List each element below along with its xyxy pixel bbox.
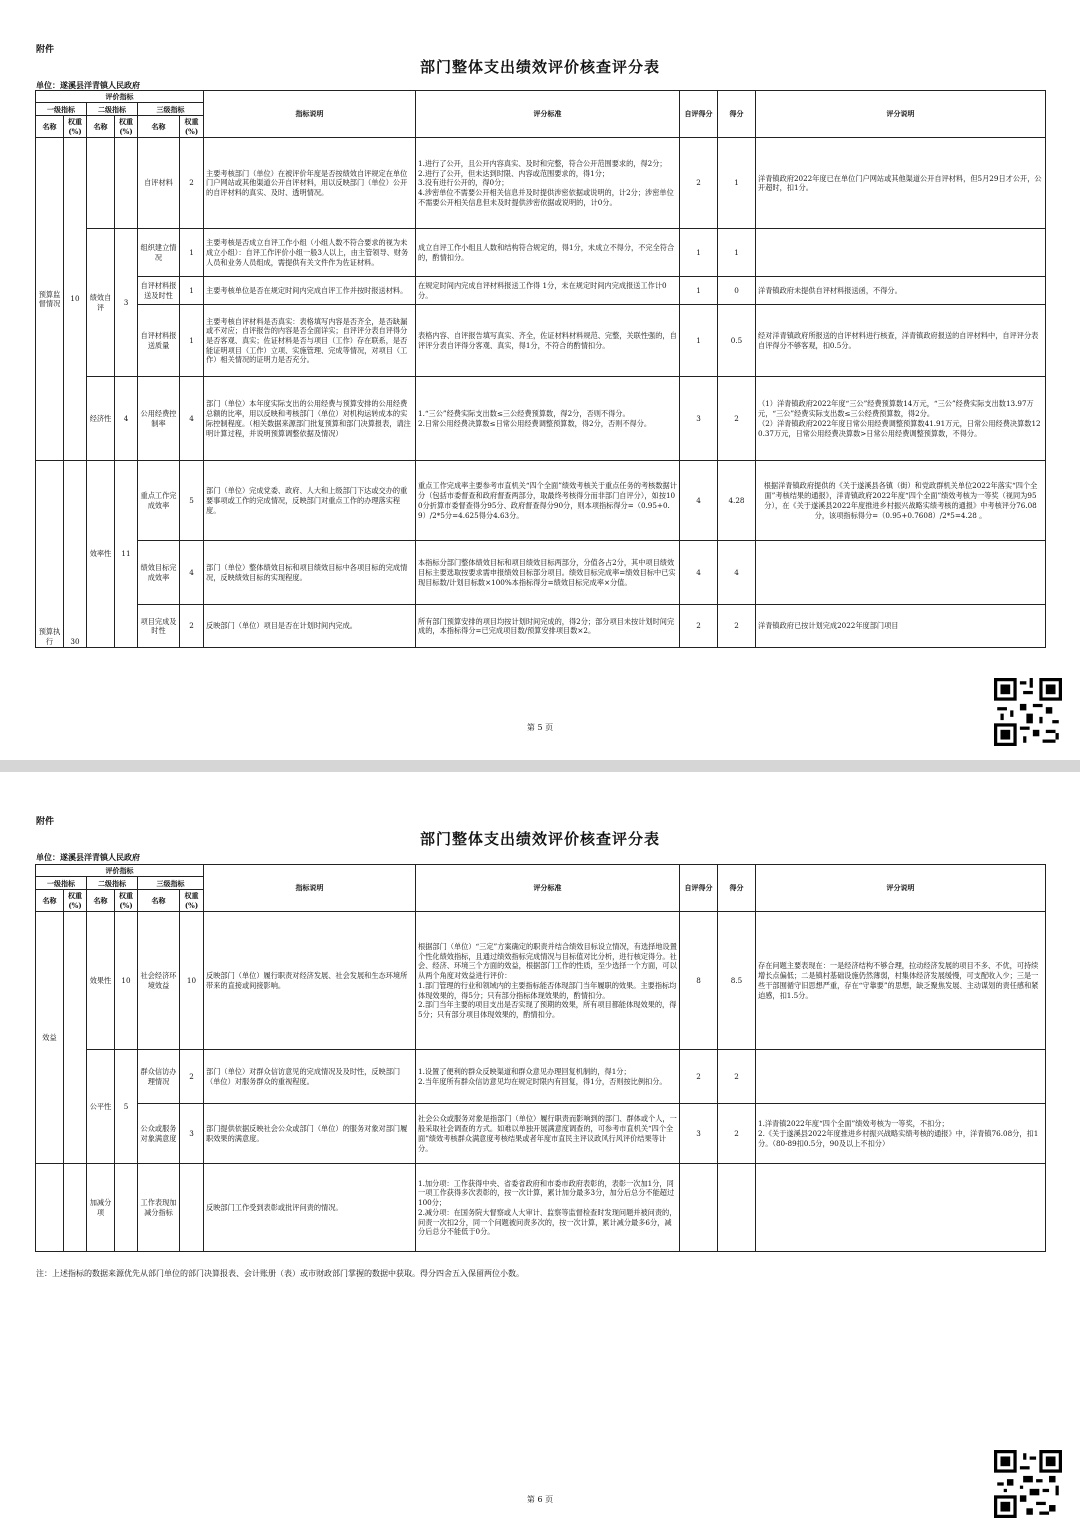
header-lvl2: 二级指标 (87, 877, 138, 890)
self-score: 4 (680, 461, 718, 541)
indicator-desc: 反映部门（单位）项目是否在计划时间内完成。 (204, 605, 416, 648)
self-score: 3 (680, 377, 718, 461)
score-note (756, 1164, 1046, 1252)
page-number: 第 6 页 (526, 1495, 554, 1504)
indicator-desc: 反映部门工作受到表彰或批评问责的情况。 (204, 1164, 416, 1252)
l1-name: 预算执行 (36, 461, 64, 648)
score-table (35, 864, 1046, 1252)
header-name: 名称 (87, 890, 115, 912)
header-group: 评价指标 (36, 865, 204, 877)
table-row (36, 377, 1046, 461)
l3-weight: 4 (180, 541, 204, 605)
l3-name: 项目完成及时性 (138, 605, 180, 648)
l3-weight: 1 (180, 229, 204, 277)
l1-weight: 30 (64, 461, 87, 648)
scoring-standard: 在规定时间内完成自评材料报送工作得 1分，未在规定时间内完成报送工作计0分。 (416, 277, 680, 305)
scoring-standard: 重点工作完成率主要参考市直机关“四个全面”绩效考核关于重点任务的考核数据计分（包括市委督查和政府督查两部分，取最终考核得分而非部门自评分），如按100分折算市委督查得分95分、政府督查得分90分，则本项指标得分=（0.95+0.9）/2*5分=4.625得分4.63分。 (416, 461, 680, 541)
table-row (36, 229, 1046, 277)
table-row (36, 461, 1046, 541)
scoring-standard: 1.“三公”经费实际支出数≤三公经费预算数，得2分，否则不得分。 2.日常公用经费决算数≤日常公用经费调整预算数，得2分，否则不得分。 (416, 377, 680, 461)
footnote: 注：上述指标的数据来源优先从部门单位的部门决算报表、会计账册（表）或市财政部门掌握的数据中获取。得分四舍五入保留两位小数。 (36, 1269, 524, 1278)
attachment-label: 附件 (36, 45, 55, 55)
score: 8.5 (718, 912, 756, 1050)
score: 2 (718, 605, 756, 648)
header-weight: 权重(%) (64, 890, 87, 912)
l3-weight: 1 (180, 305, 204, 377)
page-title: 部门整体支出绩效评价核查评分表 (419, 830, 660, 848)
attachment-label: 附件 (36, 817, 55, 827)
scoring-standard: 社会公众或服务对象是指部门（单位）履行职责而影响到的部门、群体或个人，一般采取社会调查的方式。如难以单独开展满意度调查的，可参考市直机关“四个全面”绩效考核群众满意度考核结果或者年度市直民主评议政风行风评价结果等计分。 (416, 1104, 680, 1164)
header-name: 名称 (138, 890, 180, 912)
score (718, 1164, 756, 1252)
self-score (680, 1164, 718, 1252)
score: 4.28 (718, 461, 756, 541)
scoring-standard: 1.设置了便利的群众反映渠道和群众意见办理回复机制的，得1分； 2.当年度所有群众信访意见均在规定时限内有回复，得1分，否则按比例扣分。 (416, 1050, 680, 1104)
self-score: 1 (680, 277, 718, 305)
page-6 (0, 772, 1080, 1534)
table-row (36, 541, 1046, 605)
table-row (36, 305, 1046, 377)
indicator-desc: 部门（单位）整体绩效目标和项目绩效目标中各项目标的完成情况，反映绩效目标的实现程度。 (204, 541, 416, 605)
indicator-desc: 主要考核是否成立自评工作小组（小组人数不符合要求的视为未成立小组）：自评工作评价小组一般3人以上，由主管领导、财务人员和业务人员组成，需提供有关文件作为佐证材料。 (204, 229, 416, 277)
l3-weight: 10 (180, 912, 204, 1050)
score: 1 (718, 229, 756, 277)
l3-weight: 1 (180, 277, 204, 305)
score-note: 洋青镇政府未提供自评材料报送函，不得分。 (756, 277, 1046, 305)
l3-name: 公众或服务对象满意度 (138, 1104, 180, 1164)
header-group: 评价指标 (36, 91, 204, 103)
l3-weight: 3 (180, 1104, 204, 1164)
score-note: （1）洋青镇政府2022年度“三公”经费预算数14万元，“三公”经费实际支出数13.97万元，“三公”经费实际支出数≤三公经费预算数，得2分。 （2）洋青镇政府2022年度日常公用经费调整预算数41.91万元，日常公用经费决算数120.37万元，日常公用经费决算数>日常公用经费调整预算数，不得分。 (756, 377, 1046, 461)
l1-weight: 10 (64, 138, 87, 461)
score: 0 (718, 277, 756, 305)
header-self: 自评得分 (680, 91, 718, 138)
score-note: 存在问题主要表现在：一是经济结构不够合理，拉动经济发展的项目不多、不优，可持续增长点偏低；二是镇村基础设施仍然薄弱，村集体经济发展缓慢，可支配收入少；三是一些干部囿循守旧思想严重，存在“守靠要”的思想，缺乏聚焦发展、主动谋划的责任感和紧迫感，扣1.5分。 (756, 912, 1046, 1050)
header-weight: 权重(%) (115, 116, 138, 138)
table-row (36, 1050, 1046, 1104)
l2-weight: 3 (115, 229, 138, 377)
l3-weight: 5 (180, 461, 204, 541)
l2-name: 公平性 (87, 1050, 115, 1164)
header-desc: 指标说明 (204, 865, 416, 912)
header-name: 名称 (36, 116, 64, 138)
l3-name: 自评材料报送质量 (138, 305, 180, 377)
l2-name: 效果性 (87, 912, 115, 1050)
indicator-desc: 部门（单位）完成党委、政府、人大和上级部门下达或交办的重要事项或工作的完成情况，反映部门对重点工作的办理落实程度。 (204, 461, 416, 541)
table-row (36, 605, 1046, 648)
score-note: 1.洋青镇2022年度“四个全面”绩效考核为一等奖，不扣分； 2.《关于遂溪县2022年度推进乡村振兴战略实绩考核的通报》中，洋青镇76.08分，扣1分。（80-89扣0.5分，90及以上不扣分） (756, 1104, 1046, 1164)
header-weight: 权重(%) (64, 116, 87, 138)
l3-name: 自评材料报送及时性 (138, 277, 180, 305)
header-name: 名称 (138, 116, 180, 138)
score-note (756, 541, 1046, 605)
header-weight: 权重(%) (180, 890, 204, 912)
qr-code-icon (994, 678, 1062, 746)
indicator-desc: 部门提供依据反映社会公众或部门（单位）的服务对象对部门履职效果的满意度。 (204, 1104, 416, 1164)
self-score: 1 (680, 229, 718, 277)
self-score: 3 (680, 1104, 718, 1164)
indicator-desc: 主要考核部门（单位）在被评价年度是否按绩效自评规定在单位门户网站或其他渠道公开自评材料，用以反映部门（单位）公开的自评材料的真实、及时、透明情况。 (204, 138, 416, 229)
l3-name: 公用经费控制率 (138, 377, 180, 461)
header-weight: 权重(%) (180, 116, 204, 138)
l3-weight: 2 (180, 138, 204, 229)
l2-name: 经济性 (87, 377, 115, 461)
header-std: 评分标准 (416, 91, 680, 138)
l2-weight: 5 (115, 1050, 138, 1164)
self-score: 4 (680, 541, 718, 605)
l2-weight: 10 (115, 912, 138, 1050)
header-name: 名称 (36, 890, 64, 912)
score: 4 (718, 541, 756, 605)
header-name: 名称 (87, 116, 115, 138)
l3-name: 组织建立情况 (138, 229, 180, 277)
l3-weight: 4 (180, 377, 204, 461)
scoring-standard: 所有部门预算安排的项目均按计划时间完成的，得2分；部分项目未按计划时间完成的，本指标得分=已完成项目数/预算安排项目数×2。 (416, 605, 680, 648)
header-lvl3: 三级指标 (138, 877, 204, 890)
l3-name: 自评材料 (138, 138, 180, 229)
self-score: 2 (680, 605, 718, 648)
header-weight: 权重(%) (115, 890, 138, 912)
header-lvl1: 一级指标 (36, 877, 87, 890)
table-row (36, 1104, 1046, 1164)
l3-name: 重点工作完成效率 (138, 461, 180, 541)
l2-name: 效率性 (87, 461, 115, 648)
scoring-standard: 表格内容、自评报告填写真实、齐全，佐证材料材料规范、完整，关联性强的，自评评分表自评得分客观、真实，得1分，不符合的酌情扣分。 (416, 305, 680, 377)
score-note: 洋青镇政府已按计划完成2022年度部门项目 (756, 605, 1046, 648)
l1-name: 预算监督情况 (36, 138, 64, 461)
scoring-standard: 1.进行了公开，且公开内容真实、及时和完整，符合公开范围要求的，得2分； 2.进行了公开，但未达到时限、内容或范围要求的，得1分； 3.没有进行公开的，得0分； 4.涉密单位不需要公开相关信息并及时提供涉密依据或说明的，计2分；涉密单位不需要公开相关信息但未及时提供涉密依据或说明的，计0分。 (416, 138, 680, 229)
l2-weight: 11 (115, 461, 138, 648)
l1-name: 效益 (36, 912, 64, 1164)
scoring-standard: 1.加分项：工作获得中央、省委省政府和市委市政府表彰的，表彰一次加1分，同一项工作获得多次表彰的，按一次计算，累计加分最多3分，加分后总分不能超过100分； 2.减分项：在国务院大督察或人大审计、监察等监督检查时发现问题并被问责的，问责一次扣2分，同一个问题被问责多次的，按一次计算，累计减分最多6分，减分后总分不能低于0分。 (416, 1164, 680, 1252)
score-note: 经对洋青镇政府所报送的自评材料进行核查，洋青镇政府报送的自评材料中，自评评分表自评得分不够客观，扣0.5分。 (756, 305, 1046, 377)
table-row (36, 1164, 1046, 1252)
page-separator (0, 760, 1080, 772)
l3-weight: 2 (180, 605, 204, 648)
score: 0.5 (718, 305, 756, 377)
page-5 (0, 0, 1080, 760)
header-lvl1: 一级指标 (36, 103, 87, 116)
header-desc: 指标说明 (204, 91, 416, 138)
indicator-desc: 反映部门（单位）履行职责对经济发展、社会发展和生态环境所带来的直接或间接影响。 (204, 912, 416, 1050)
score-note: 洋青镇政府2022年度已在单位门户网站或其他渠道公开自评材料，但5月29日才公开，公开超时，扣1分。 (756, 138, 1046, 229)
unit-label: 单位：遂溪县洋青镇人民政府 (36, 80, 140, 90)
unit-label: 单位：遂溪县洋青镇人民政府 (36, 852, 140, 862)
header-note: 评分说明 (756, 91, 1046, 138)
score-note: 根据洋青镇政府提供的《关于遂溪县各镇（街）和党政群机关单位2022年落实“四个全面”考核结果的通报》，洋青镇政府2022年度“四个全面”绩效考核为一等奖（视同为95分），在《关于遂溪县2022年度推进乡村振兴战略实绩考核的通报》中考核评分76.08分，该项指标得分=（0.95+0.7608）/2*5=4.28 。 (756, 461, 1046, 541)
l2-weight: 4 (115, 377, 138, 461)
header-score: 得分 (718, 865, 756, 912)
header-std: 评分标准 (416, 865, 680, 912)
table-row (36, 912, 1046, 1050)
indicator-desc: 主要考核自评材料是否真实：表格填写内容是否齐全，是否缺漏或不对应；自评报告的内容是否全面详实；自评评分表自评得分是否客观、真实；佐证材料是否与项目（工作）存在联系，是否能证明项目（工作）立项、实施管理、完成等情况，对项目（工作）相关情况的证明力是否充分。 (204, 305, 416, 377)
indicator-desc: 部门（单位）本年度实际支出的公用经费与预算安排的公用经费总额的比率，用以反映和考核部门（单位）对机构运转成本的实际控制程度。（相关数据来源部门批复预算和部门决算报表，请注明计算过程，并说明预算调整依据及情况） (204, 377, 416, 461)
l3-weight: 2 (180, 1050, 204, 1104)
scoring-standard: 本指标分部门整体绩效目标和项目绩效目标两部分，分值各占2分，其中项目绩效目标主要选取按要求需申报绩效目标部分项目。绩效目标完成率=绩效目标中已实现目标数/计划目标数×100%本指标得分=绩效目标完成率×分值。 (416, 541, 680, 605)
score-table (35, 90, 1046, 648)
page-title: 部门整体支出绩效评价核查评分表 (419, 58, 660, 76)
header-lvl2: 二级指标 (87, 103, 138, 116)
score: 2 (718, 1104, 756, 1164)
indicator-desc: 部门（单位）对群众信访意见的完成情况及及时性，反映部门（单位）对服务群众的重视程度。 (204, 1050, 416, 1104)
qr-code-icon (994, 1450, 1062, 1518)
l2-name: 绩效自评 (87, 229, 115, 377)
l3-name: 工作表现加减分指标 (138, 1164, 180, 1252)
table-row (36, 138, 1046, 229)
header-note: 评分说明 (756, 865, 1046, 912)
score: 2 (718, 377, 756, 461)
table-row (36, 277, 1046, 305)
score: 1 (718, 138, 756, 229)
l2-name: 加减分项 (87, 1164, 115, 1252)
scoring-standard: 根据部门（单位）“三定”方案确定的职责并结合绩效目标设立情况，有选择地设置个性化绩效指标，且通过绩效指标完成情况与目标值对比分析，进行核定得分。社会、经济、环境三个方面的效益，根据部门工作的性质，至少选择一个方面，可以从两个角度对效益进行评价： 1.部门管理的行业和领域内的主要指标能否体现部门当年履职的效果。主要指标均体现效果的，得5分；只有部分指标体现效果的，酌情扣分。 2.部门当年主要的项目支出是否实现了预期的效果，所有项目都能体现效果的，得5分；只有部分项目体现效果的，酌情扣分。 (416, 912, 680, 1050)
score: 2 (718, 1050, 756, 1104)
self-score: 1 (680, 305, 718, 377)
l3-name: 群众信访办理情况 (138, 1050, 180, 1104)
indicator-desc: 主要考核单位是否在规定时间内完成自评工作并按时报送材料。 (204, 277, 416, 305)
l3-name: 绩效目标完成效率 (138, 541, 180, 605)
page-number: 第 5 页 (526, 723, 554, 732)
header-lvl3: 三级指标 (138, 103, 204, 116)
score-note (756, 1050, 1046, 1104)
self-score: 8 (680, 912, 718, 1050)
self-score: 2 (680, 1050, 718, 1104)
header-score: 得分 (718, 91, 756, 138)
l3-name: 社会经济环境效益 (138, 912, 180, 1050)
scoring-standard: 成立自评工作小组且人数和结构符合规定的，得1分，未成立不得分，不完全符合的，酌情扣分。 (416, 229, 680, 277)
self-score: 2 (680, 138, 718, 229)
header-self: 自评得分 (680, 865, 718, 912)
score-note (756, 229, 1046, 277)
